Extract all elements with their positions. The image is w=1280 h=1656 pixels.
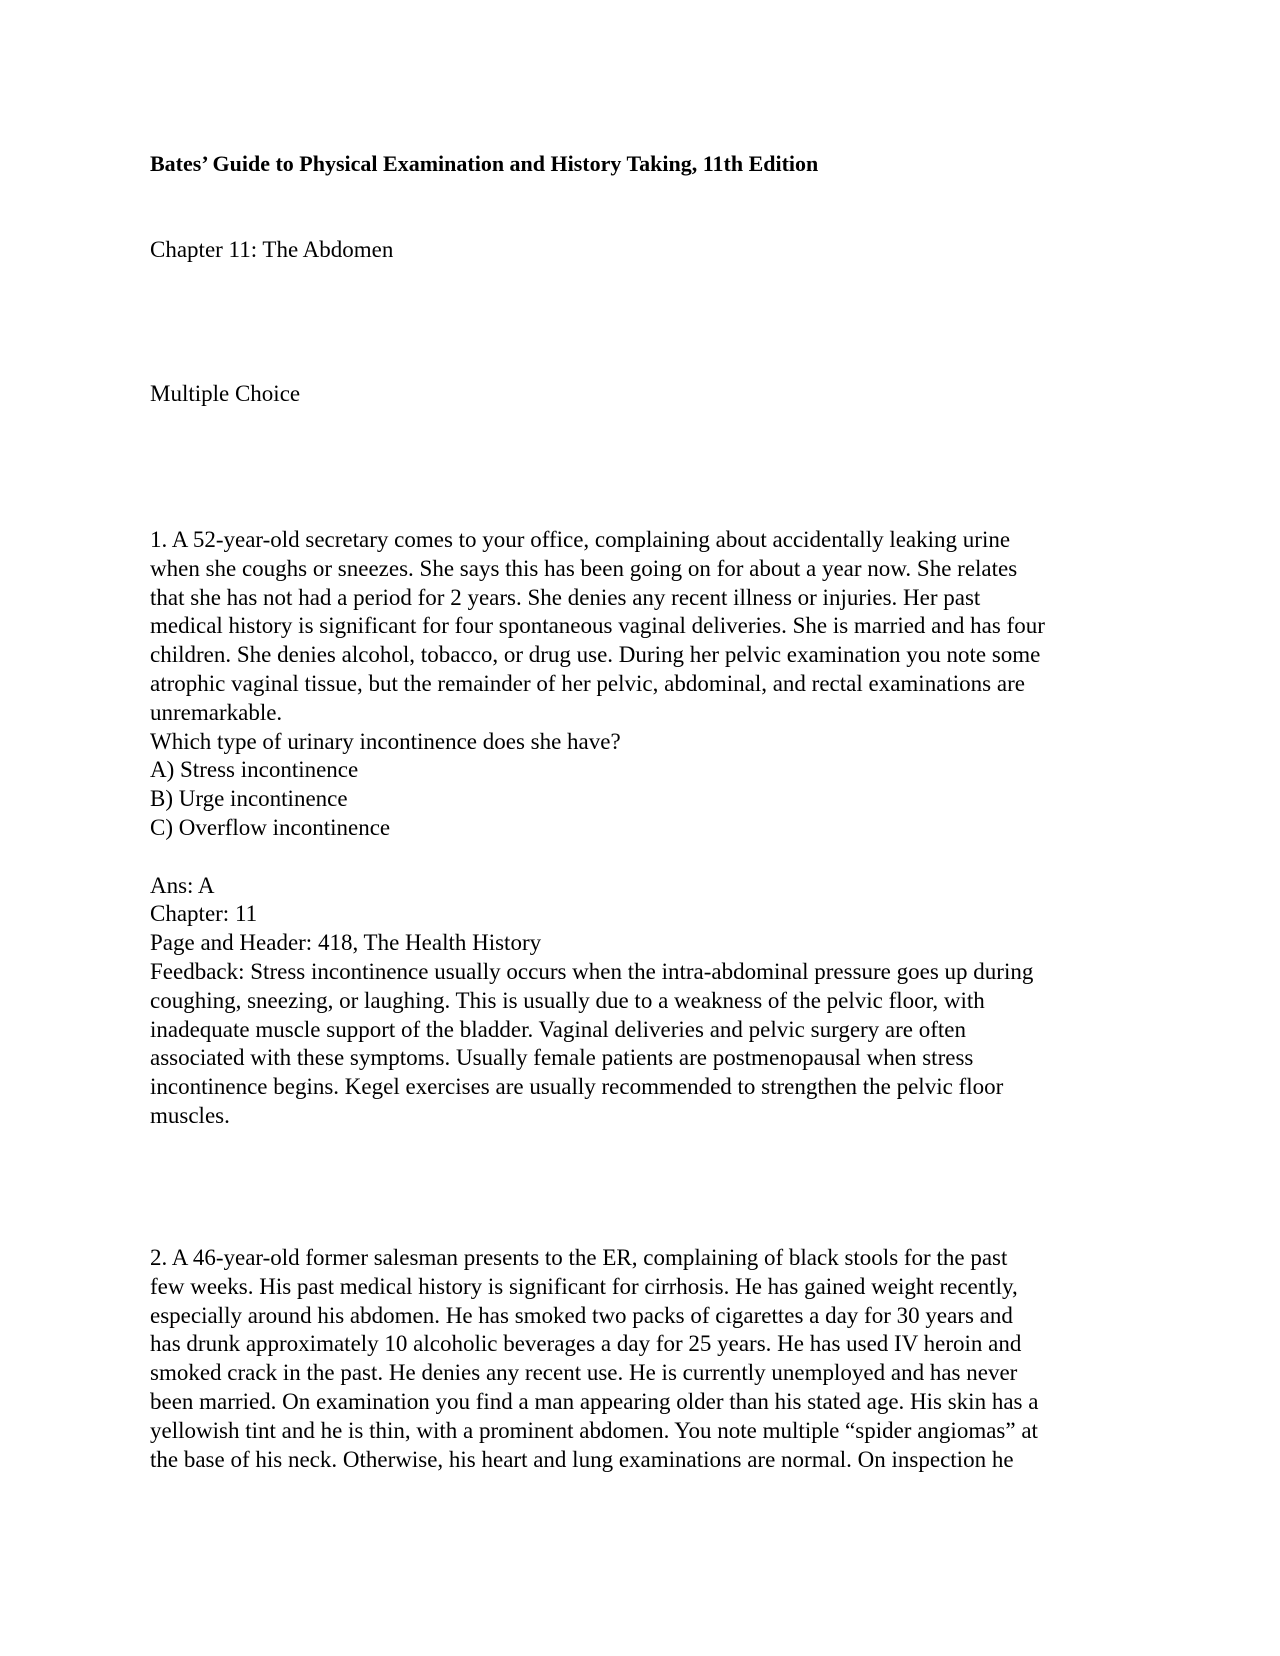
question-1-answer: Ans: A <box>150 872 215 898</box>
question-2-stem-line: especially around his abdomen. He has smoked two packs of cigarettes a day for 30 years and <box>150 1302 1013 1328</box>
question-2 <box>150 1244 1130 1474</box>
section-title: Multiple Choice <box>150 381 301 406</box>
question-1-feedback-line: associated with these symptoms. Usually female patients are postmenopausal when stress <box>150 1045 974 1071</box>
question-1-feedback-line: coughing, sneezing, or laughing. This is usually due to a weakness of the pelvic floor, with <box>150 987 985 1013</box>
question-2-stem-line: smoked crack in the past. He denies any recent use. He is currently unemployed and has never <box>150 1360 1018 1386</box>
question-1-stem-line: unremarkable. <box>150 699 283 725</box>
question-1-prompt: Which type of urinary incontinence does she have? <box>150 728 621 754</box>
document-title: Bates’ Guide to Physical Examination and History Taking, 11th Edition <box>150 151 819 176</box>
question-1-feedback-line: incontinence begins. Kegel exercises are usually recommended to strengthen the pelvic floor <box>150 1074 1004 1100</box>
question-2-stem-line: the base of his neck. Otherwise, his heart and lung examinations are normal. On inspection he <box>150 1446 1014 1472</box>
question-2-stem-line: 2. A 46-year-old former salesman presents to the ER, complaining of black stools for the past <box>150 1245 1008 1270</box>
question-2-stem-line: few weeks. His past medical history is significant for cirrhosis. He has gained weight recently, <box>150 1273 1018 1299</box>
chapter-title: Chapter 11: The Abdomen <box>150 237 394 262</box>
question-1-option-b: B) Urge incontinence <box>150 786 348 812</box>
spacer <box>150 843 1130 872</box>
question-2-stem-line: has drunk approximately 10 alcoholic beverages a day for 25 years. He has used IV heroin and <box>150 1331 1022 1357</box>
question-1 <box>150 526 1130 1131</box>
question-1-option-a: A) Stress incontinence <box>150 757 359 783</box>
question-1-page-header: Page and Header: 418, The Health History <box>150 930 542 956</box>
question-1-stem-line: 1. A 52-year-old secretary comes to your office, complaining about accidentally leaking urine <box>150 527 1011 552</box>
question-2-stem-line: been married. On examination you find a man appearing older than his stated age. His skin has a <box>150 1388 1039 1414</box>
question-1-feedback-line: Feedback: Stress incontinence usually occurs when the intra-abdominal pressure goes up during <box>150 958 1034 984</box>
question-1-stem-line: children. She denies alcohol, tobacco, or drug use. During her pelvic examination you note some <box>150 642 1041 668</box>
question-1-option-c: C) Overflow incontinence <box>150 814 391 840</box>
question-1-stem-line: that she has not had a period for 2 years. She denies any recent illness or injuries. Her past <box>150 584 981 610</box>
question-1-stem-line: atrophic vaginal tissue, but the remainder of her pelvic, abdominal, and rectal examinations are <box>150 670 1025 696</box>
question-1-stem-line: medical history is significant for four spontaneous vaginal deliveries. She is married and has four <box>150 613 1045 639</box>
question-1-chapter: Chapter: 11 <box>150 901 258 927</box>
question-1-feedback-line: muscles. <box>150 1102 230 1128</box>
question-1-stem-line: when she coughs or sneezes. She says this has been going on for about a year now. She relates <box>150 555 1018 581</box>
question-2-stem-line: yellowish tint and he is thin, with a prominent abdomen. You note multiple “spider angiomas” at <box>150 1417 1038 1443</box>
question-1-feedback-line: inadequate muscle support of the bladder. Vaginal deliveries and pelvic surgery are often <box>150 1016 967 1042</box>
